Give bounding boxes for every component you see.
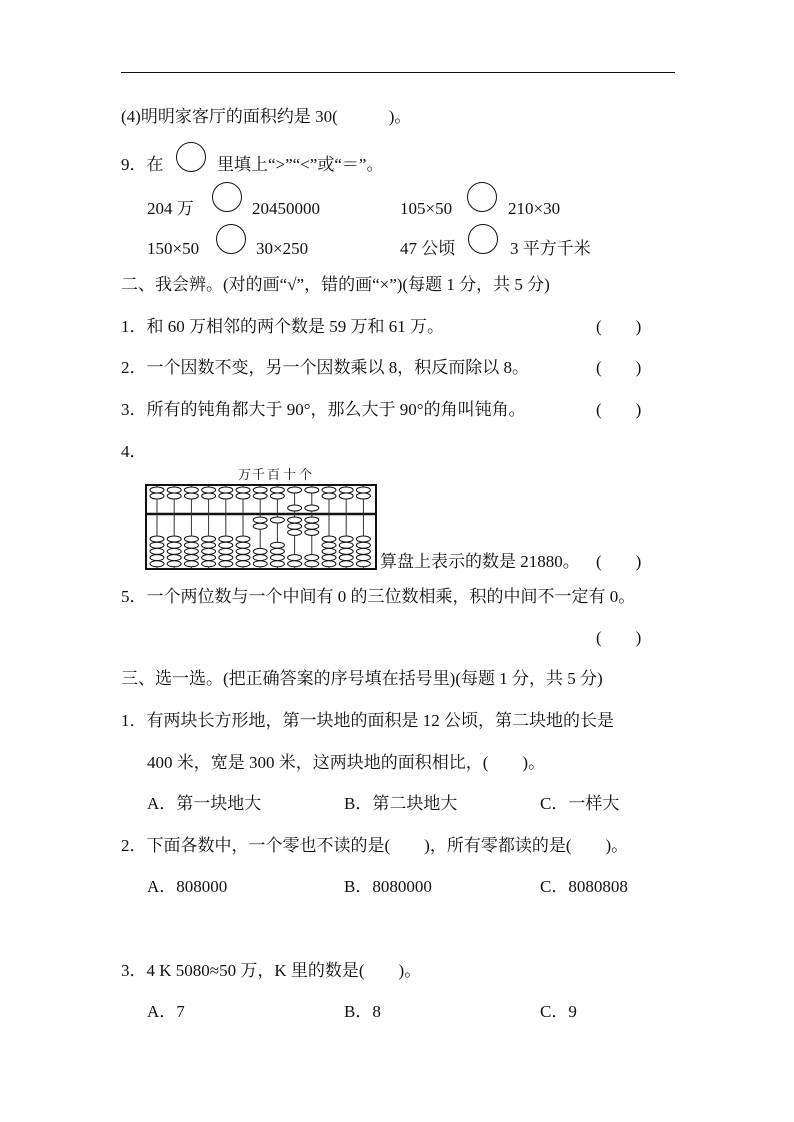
option-b[interactable]: B．8080000 [344,877,432,896]
answer-paren[interactable]: ( ) [596,317,642,336]
abacus-label-ge: 个 [299,468,313,483]
compare-right: 210×30 [508,199,561,218]
answer-paren[interactable]: ( ) [596,552,642,571]
choice-q1-line2: 400 米，宽是 300 米，这两块地的面积相比，( )。 [147,753,546,772]
header-rule [121,72,675,73]
compare-circle[interactable] [212,182,242,212]
judge-item-2: 2．一个因数不变，另一个因数乘以 8，积反而除以 8。 [121,358,529,377]
section-3-title: 三、选一选。(把正确答案的序号填在括号里)(每题 1 分，共 5 分) [121,669,603,688]
option-a[interactable]: A．第一块地大 [147,794,262,813]
compare-left: 204 万 [147,199,194,218]
section-2-title: 二、我会辨。(对的画“√”，错的画“×”)(每题 1 分，共 5 分) [121,275,550,294]
question-9-number: 9．在 [121,155,164,174]
judge-item-5: 5．一个两位数与一个中间有 0 的三位数相乘，积的中间不一定有 0。 [121,587,636,606]
abacus-label-qian: 千 [252,468,266,483]
option-c[interactable]: C．一样大 [540,794,620,813]
abacus-label-shi: 十 [283,468,297,483]
option-c[interactable]: C．8080808 [540,877,628,896]
abacus-label-bai: 百 [267,468,281,483]
option-a[interactable]: A．7 [147,1002,185,1021]
compare-left: 150×50 [147,239,200,258]
compare-circle[interactable] [467,182,497,212]
judge-item-1: 1．和 60 万相邻的两个数是 59 万和 61 万。 [121,317,444,336]
judge-item-4-text: 算盘上表示的数是 21880。 [380,552,580,571]
compare-right: 3 平方千米 [510,239,591,258]
answer-paren[interactable]: ( ) [596,400,642,419]
option-b[interactable]: B．8 [344,1002,381,1021]
option-b[interactable]: B．第二块地大 [344,794,458,813]
choice-q3: 3．4 K 5080≈50 万，K 里的数是( )。 [121,961,422,980]
judge-item-3: 3．所有的钝角都大于 90°，那么大于 90°的角叫钝角。 [121,400,526,419]
abacus-label-wan: 万 [238,468,252,483]
question-4-part-4: (4)明明家客厅的面积约是 30( )。 [121,107,412,126]
abacus-image [145,484,377,570]
option-a[interactable]: A．808000 [147,877,228,896]
compare-left: 105×50 [400,199,453,218]
judge-item-4-number: 4． [121,442,147,461]
compare-left: 47 公顷 [400,239,456,258]
choice-q1-line1: 1．有两块长方形地，第一块地的面积是 12 公顷，第二块地的长是 [121,711,614,730]
compare-circle[interactable] [468,224,498,254]
blank-circle[interactable] [176,142,206,172]
question-9-instruction: 里填上“>”“<”或“＝”。 [217,155,384,174]
answer-paren[interactable]: ( ) [596,358,642,377]
compare-circle[interactable] [216,224,246,254]
option-c[interactable]: C．9 [540,1002,577,1021]
answer-paren[interactable]: ( ) [596,628,642,647]
choice-q2: 2．下面各数中，一个零也不读的是( )，所有零都读的是( )。 [121,836,629,855]
compare-right: 30×250 [256,239,309,258]
compare-right: 20450000 [252,199,320,218]
